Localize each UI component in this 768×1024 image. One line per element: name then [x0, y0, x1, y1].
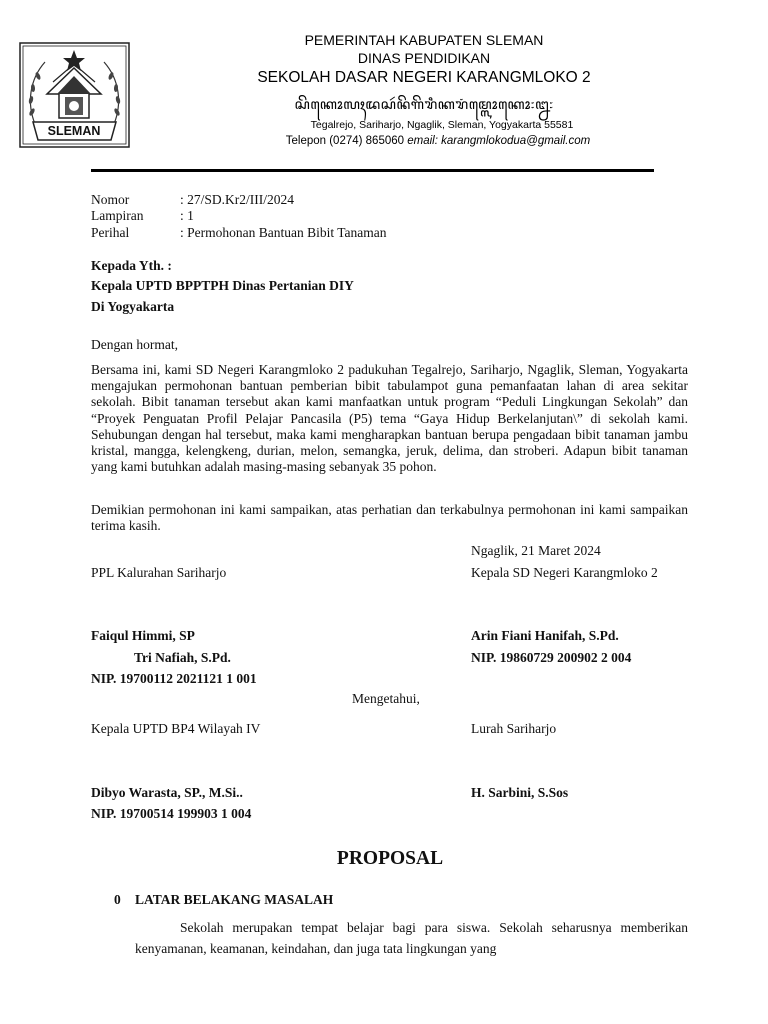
- letterhead-divider: [91, 169, 654, 172]
- letterhead-address: Tegalrejo, Sariharjo, Ngaglik, Sleman, Yogyakarta 55581: [310, 119, 574, 131]
- letterhead-javanese-script: ꦱꦼꦏꦺꦴꦭꦃꦢꦱꦂꦤꦼꦒꦼꦫꦶꦏꦫꦁꦩ꧀ꦭꦺꦴꦏꦺꦴ꧇꧒꧇: [294, 97, 554, 113]
- meta-label: Lampiran: [91, 208, 144, 223]
- section-title: LATAR BELAKANG MASALAH: [135, 892, 334, 907]
- signatory-right-name: Arin Fiani Hanifah, S.Pd.: [471, 628, 619, 643]
- signatory-uptd-nip: NIP. 19700514 199903 1 004: [91, 806, 252, 821]
- place-date: Ngaglik, 21 Maret 2024: [471, 543, 601, 558]
- signatory-uptd-name: Dibyo Warasta, SP., M.Si..: [91, 785, 243, 800]
- section-heading: [114, 892, 333, 908]
- letterhead-contact: [252, 135, 624, 147]
- signatory-left-name-1: Faiqul Himmi, SP: [91, 628, 195, 643]
- greeting: Dengan hormat,: [91, 337, 178, 352]
- section-body: Sekolah merupakan tempat belajar bagi para siswa. Sekolah seharusnya memberikan kenyamanan, keamanan, keindahan, dan juga tata lingkungan yang: [135, 920, 688, 956]
- letterhead-department: DINAS PENDIDIKAN: [357, 50, 491, 66]
- meta-label: Perihal: [91, 225, 130, 240]
- recipient-location: Di Yogyakarta: [91, 299, 175, 314]
- signatory-left-nip: NIP. 19700112 2021121 1 001: [91, 671, 257, 686]
- letterhead-school-name: SEKOLAH DASAR NEGERI KARANGMLOKO 2: [257, 69, 591, 86]
- proposal-title: PROPOSAL: [336, 848, 444, 869]
- recipient-salutation: Kepada Yth. :: [91, 258, 172, 273]
- meta-value: : 27/SD.Kr2/III/2024: [180, 192, 294, 207]
- signatory-lurah-name: H. Sarbini, S.Sos: [471, 785, 569, 800]
- signatory-lurah-role: Lurah Sariharjo: [471, 721, 557, 736]
- meta-number: [91, 192, 294, 208]
- signatory-left-role: PPL Kalurahan Sariharjo: [91, 565, 227, 580]
- logo-text: SLEMAN: [47, 124, 101, 138]
- signatory-right-role: Kepala SD Negeri Karangmloko 2: [471, 565, 658, 580]
- letterhead-phone: Telepon (0274) 865060: [285, 135, 408, 147]
- acknowledged-label: Mengetahui,: [352, 691, 420, 706]
- letterhead-email: email: karangmlokodua@gmail.com: [407, 135, 591, 147]
- recipient-name: Kepala UPTD BPPTPH Dinas Pertanian DIY: [91, 278, 354, 293]
- section-number: 0: [114, 892, 121, 907]
- body-paragraph-2: Demikian permohonan ini kami sampaikan, atas perhatian dan terkabulnya permohonan ini kami sampaikan terima kasih.: [91, 502, 688, 534]
- signatory-left-name-2: Tri Nafiah, S.Pd.: [134, 650, 231, 665]
- meta-subject: [91, 225, 387, 241]
- meta-label: Nomor: [91, 192, 130, 207]
- signatory-uptd-role: Kepala UPTD BP4 Wilayah IV: [91, 721, 261, 736]
- meta-value: : Permohonan Bantuan Bibit Tanaman: [180, 225, 387, 240]
- letterhead-government: PEMERINTAH KABUPATEN SLEMAN: [304, 32, 544, 48]
- sleman-logo-icon: [19, 42, 130, 148]
- signatory-right-nip: NIP. 19860729 200902 2 004: [471, 650, 632, 665]
- body-paragraph-1: Bersama ini, kami SD Negeri Karangmloko 2 padukuhan Tegalrejo, Sariharjo, Ngaglik, Sleman, Yogyakarta mengajukan permohonan bantuan pemberian bibit tabulampot guna pemanfaatan lahan di area sekitar sekolah. Bibit tanaman tersebut akan kami manfaatkan untuk program “Peduli Lingkungan Sekolah” dan “Proyek Penguatan Profil Pelajar Pancasila (P5) tema “Gaya Hidup Berkelanjutan\” di sekolah kami. Sehubungan dengan hal tersebut, maka kami mengharapkan bantuan berupa pengadaan bibit tanaman jambu kristal, mangga, kelengkeng, durian, melon, semangka, jeruk, delima, dan stroberi. Adapun bibit tanaman yang kami butuhkan adalah masing-masing sebanyak 35 pohon.: [91, 362, 688, 475]
- meta-value: : 1: [180, 208, 194, 223]
- meta-attachment: [91, 208, 194, 224]
